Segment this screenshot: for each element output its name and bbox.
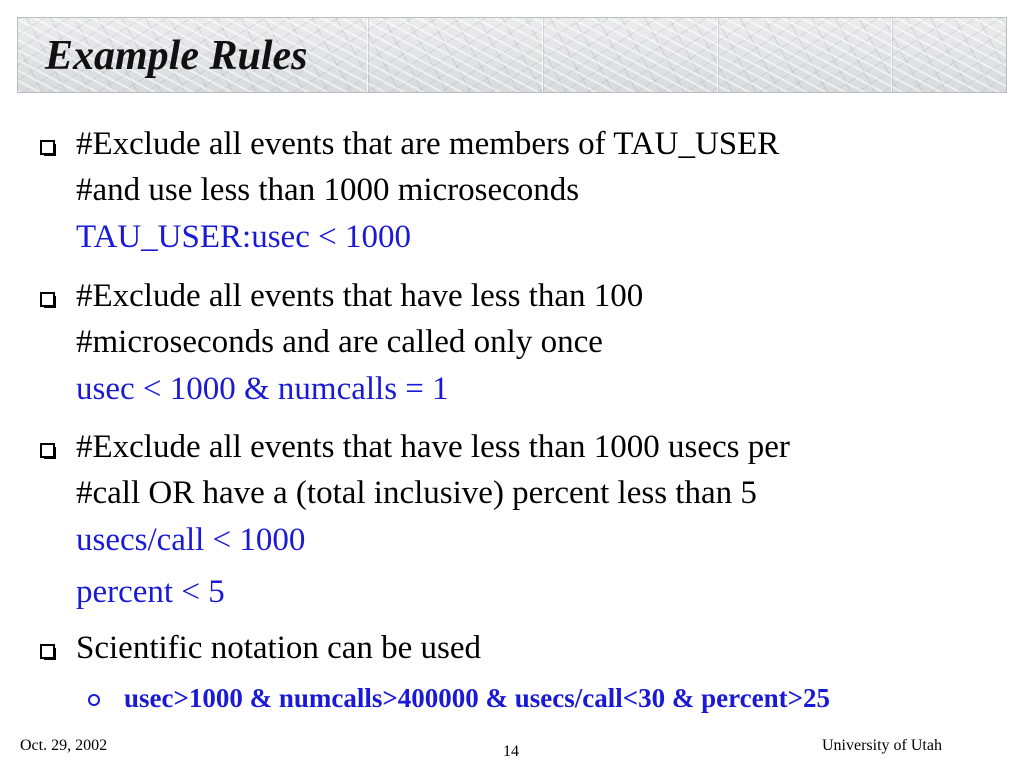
square-bullet-icon bbox=[40, 443, 55, 458]
bullet-text-line: #Exclude all events that have less than 1000 usecs per bbox=[76, 429, 790, 465]
bullet-text-line: #call OR have a (total inclusive) percent less than 5 bbox=[76, 475, 757, 511]
rule-code-line: TAU_USER:usec < 1000 bbox=[76, 219, 411, 255]
footer-date: Oct. 29, 2002 bbox=[20, 737, 108, 754]
footer-organization: University of Utah bbox=[822, 737, 942, 754]
slide-title: Example Rules bbox=[45, 33, 308, 79]
bullet-text-line: #microseconds and are called only once bbox=[76, 324, 603, 360]
banner-seam bbox=[717, 18, 718, 92]
banner-seam bbox=[542, 18, 543, 92]
bullet-text-line: #Exclude all events that are members of TAU_USER bbox=[76, 126, 780, 162]
circle-bullet-icon bbox=[88, 694, 100, 706]
square-bullet-icon bbox=[40, 292, 55, 307]
square-bullet-icon bbox=[40, 644, 55, 659]
bullet-text-line: Scientific notation can be used bbox=[76, 630, 482, 666]
title-banner bbox=[17, 17, 1007, 93]
page-number: 14 bbox=[503, 743, 519, 760]
banner-seam bbox=[367, 18, 368, 92]
rule-code-line: usecs/call < 1000 bbox=[76, 522, 306, 558]
square-bullet-icon bbox=[40, 140, 55, 155]
rule-code-line: percent < 5 bbox=[76, 574, 225, 610]
bullet-text-line: #Exclude all events that have less than 100 bbox=[76, 278, 644, 314]
rule-code-line: usec < 1000 & numcalls = 1 bbox=[76, 371, 449, 407]
sub-bullet-text: usec>1000 & numcalls>400000 & usecs/call<30 & percent>25 bbox=[124, 683, 830, 713]
bullet-text-line: #and use less than 1000 microseconds bbox=[76, 172, 580, 208]
banner-seam bbox=[891, 18, 892, 92]
